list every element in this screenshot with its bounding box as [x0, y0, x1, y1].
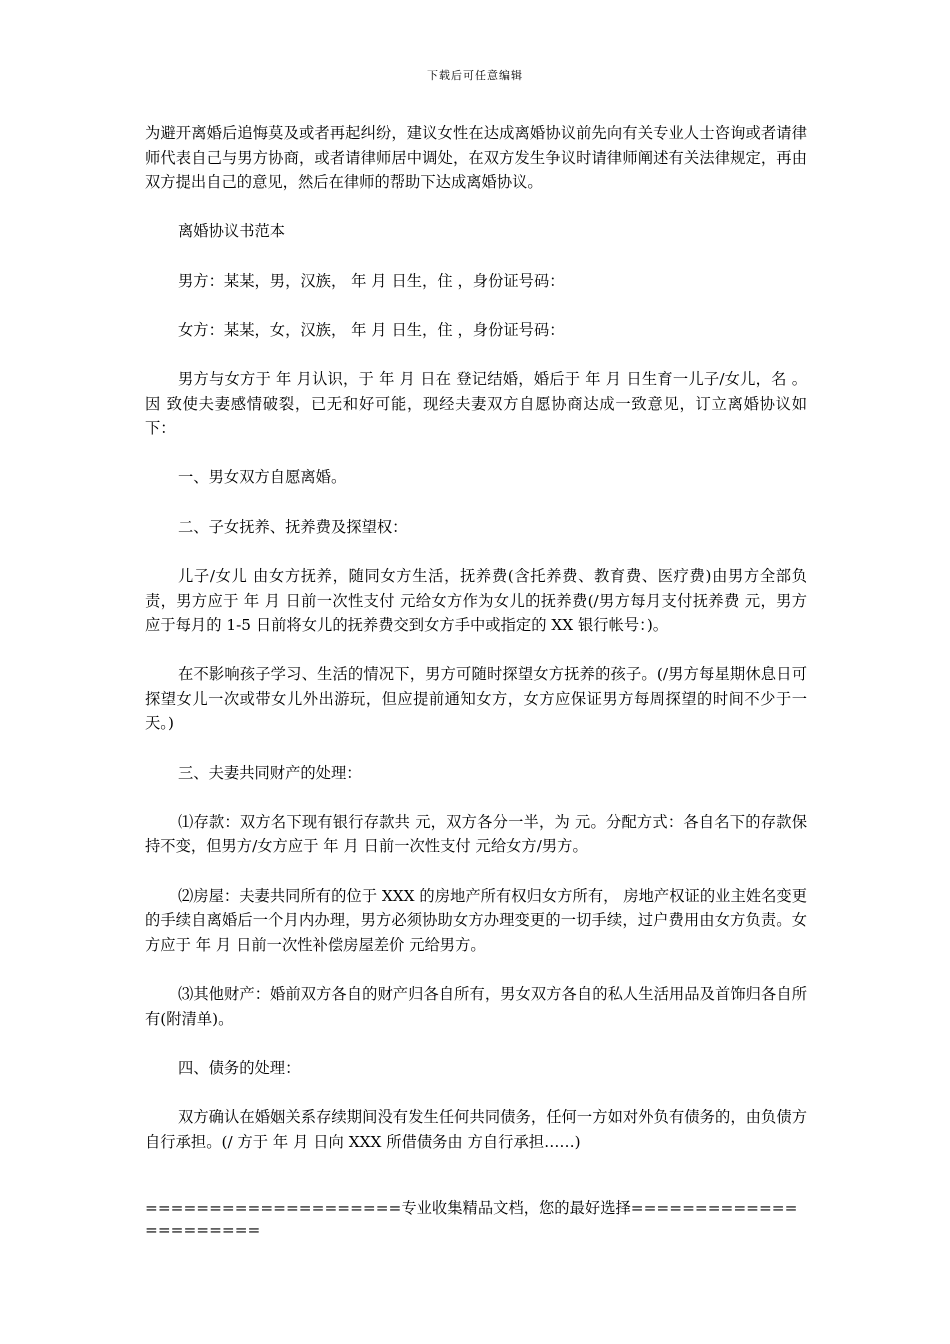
section-4-heading: 四、债务的处理：	[178, 1058, 301, 1077]
other-property-paragraph: ⑶其他财产：婚前双方各自的财产归各自所有，男女双方各自的私人生活用品及首饰归各自所有(附清单)。	[145, 985, 807, 1028]
savings-paragraph: ⑴存款：双方名下现有银行存款共 元，双方各分一半，为 元。分配方式：各自名下的存款保持不变，但男方/女方应于 年 月 日前一次性支付 元给女方/男方。	[145, 812, 807, 856]
section-2-heading: 二、子女抚养、抚养费及探望权：	[178, 517, 408, 536]
section-3-heading: 三、夫妻共同财产的处理：	[178, 763, 362, 782]
visitation-paragraph: 在不影响孩子学习、生活的情况下，男方可随时探望女方抚养的孩子。(/男方每星期休息日可探望女儿一次或带女儿外出游玩，但应提前通知女方，女方应保证男方每周探望的时间不少于一天。)	[145, 665, 807, 733]
background-paragraph: 男方与女方于 年 月认识，于 年 月 日在 登记结婚，婚后于 年 月 日生育一儿子/女儿，名 。因 致使夫妻感情破裂，已无和好可能，现经夫妻双方自愿协商达成一致意见，订立离婚协议如下：	[145, 370, 807, 438]
house-paragraph: ⑵房屋：夫妻共同所有的位于 XXX 的房地产所有权归女方所有， 房地产权证的业主姓名变更的手续自离婚后一个月内办理，男方必须协助女方办理变更的一切手续，过户费用由女方负责。女方应于 年 月 日前一次性补偿房屋差价 元给男方。	[145, 886, 807, 954]
page-footer: ====================专业收集精品文档，您的最好选择======================	[145, 1199, 798, 1239]
intro-paragraph: 为避开离婚后追悔莫及或者再起纠纷，建议女性在达成离婚协议前先向有关专业人士咨询或者请律师代表自己与男方协商，或者请律师居中调处，在双方发生争议时请律师阐述有关法律规定，再由双方提出自己的意见，然后在律师的帮助下达成离婚协议。	[145, 124, 807, 191]
debt-paragraph: 双方确认在婚姻关系存续期间没有发生任何共同债务，任何一方如对外负有债务的，由负债方自行承担。(/ 方于 年 月 日向 XXX 所借债务由 方自行承担……)	[145, 1108, 807, 1151]
document-title: 离婚协议书范本	[178, 222, 286, 241]
section-1-heading: 一、男女双方自愿离婚。	[178, 468, 347, 487]
husband-info: 男方：某某，男，汉族， 年 月 日生，住 ，身份证号码：	[178, 271, 565, 290]
custody-paragraph: 儿子/女儿 由女方抚养，随同女方生活，抚养费(含托养费、教育费、医疗费)由男方全部负责，男方应于 年 月 日前一次性支付 元给女方作为女儿的抚养费(/男方每月支付抚养费 元，男方应于每月的 1-5 日前将女儿的抚养费交到女方手中或指定的 XX 银行帐号：)。	[145, 567, 807, 635]
document-body	[145, 121, 807, 1154]
page-header: 下载后可任意编辑	[427, 69, 523, 82]
wife-info: 女方：某某，女，汉族， 年 月 日生，住 ，身份证号码：	[178, 320, 565, 339]
